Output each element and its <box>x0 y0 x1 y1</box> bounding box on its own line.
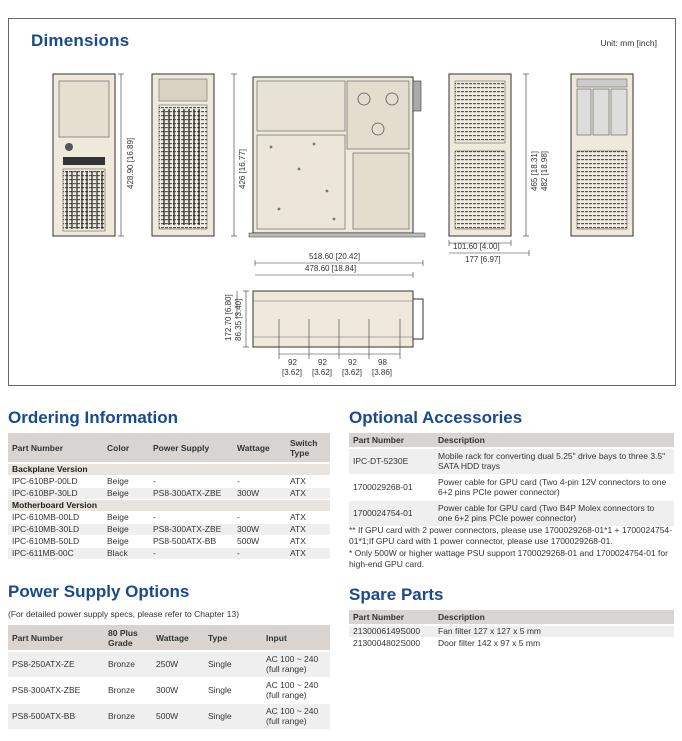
top-width1-label: 518.60 [20.42] <box>309 252 361 261</box>
table-row: 1700029268-01 Power cable for GPU card (Two 4-pin 12V connectors to one 6+2 pins PCIe power connector) <box>349 474 674 500</box>
power-header-part: Part Number <box>8 625 104 651</box>
ordering-header-power: Power Supply <box>149 433 233 463</box>
segment3-in: [3.62] <box>342 368 363 377</box>
accessories-note-1: ** If GPU card with 2 power connectors, please use 1700029268-01*1 + 1700024754-01*1;If GPU card with 1 power connector, please use 1700029268-01. <box>349 525 672 546</box>
table-row: PS8-300ATX-ZBE Bronze 300W Single AC 100 ~ 240 (full range) <box>8 677 330 703</box>
segment1-in: [3.62] <box>282 368 303 377</box>
segment3-mm: 92 <box>348 358 357 367</box>
dimensions-title: Dimensions <box>31 31 130 50</box>
group-label-motherboard: Motherboard Version <box>8 499 330 511</box>
power-header-type: Type <box>204 625 262 651</box>
power-title: Power Supply Options <box>8 582 190 601</box>
accessories-header-part: Part Number <box>349 433 434 448</box>
spare-table <box>349 610 674 650</box>
power-note: (For detailed power supply specs, please refer to Chapter 13) <box>8 609 240 619</box>
table-row: PS8-500ATX-BB Bronze 500W Single AC 100 ~ 240 (full range) <box>8 703 330 729</box>
spare-header-part: Part Number <box>349 610 434 625</box>
accessories-title: Optional Accessories <box>349 408 523 427</box>
power-header-input: Input <box>262 625 330 651</box>
table-row: IPC-610BP-00LD Beige - - ATX <box>8 475 330 487</box>
accessories-note-2: * Only 500W or higher wattage PSU support 1700029268-01 and 1700024754-01 for high-end GPU card. <box>349 548 668 569</box>
side-height-label: 426 [16.77] <box>238 148 247 189</box>
top-view <box>237 260 423 359</box>
front-view <box>53 74 124 236</box>
spare-title: Spare Parts <box>349 585 444 604</box>
ordering-header-part: Part Number <box>8 433 103 463</box>
table-row: PS8-250ATX-ZE Bronze 250W Single AC 100 ~ 240 (full range) <box>8 651 330 677</box>
table-row: 1700024754-01 Power cable for GPU card (Two B4P Molex connectors to one 6+2 pins PCIe power connector) <box>349 500 674 526</box>
table-row: IPC-610MB-30LD Beige PS8-300ATX-ZBE 300W ATX <box>8 523 330 535</box>
segment4-in: [3.86] <box>372 368 393 377</box>
front-height-label: 428.90 [16.89] <box>126 137 135 189</box>
group-label-backplane: Backplane Version <box>8 463 330 475</box>
table-row: IPC-DT-5230E Mobile rack for converting dual 5.25" drive bays to three 3.5" SATA HDD trays <box>349 448 674 474</box>
ordering-header-switch: Switch Type <box>286 433 330 463</box>
table-row: IPC-610MB-00LD Beige - - ATX <box>8 511 330 523</box>
table-row: 2130006149S000 Fan filter 127 x 127 x 5 mm <box>349 625 674 637</box>
segment2-mm: 92 <box>318 358 327 367</box>
table-row: IPC-610MB-50LD Beige PS8-500ATX-BB 500W ATX <box>8 535 330 547</box>
dimensions-panel <box>8 18 676 386</box>
table-row: IPC-610BP-30LD Beige PS8-300ATX-ZBE 300W ATX <box>8 487 330 499</box>
segment4-mm: 98 <box>378 358 387 367</box>
ordering-table <box>8 433 330 560</box>
accessories-table <box>349 433 674 527</box>
dimensions-drawing <box>9 19 677 387</box>
segment2-in: [3.62] <box>312 368 333 377</box>
ordering-header-wattage: Wattage <box>233 433 286 463</box>
power-header-wattage: Wattage <box>152 625 204 651</box>
front-panel-view <box>449 74 529 256</box>
top-height1-label: 172.70 [6.80] <box>224 294 233 341</box>
segment1-mm: 92 <box>288 358 297 367</box>
unit-label: Unit: mm [inch] <box>600 38 657 48</box>
top-width2-label: 478.60 [18.84] <box>305 264 357 273</box>
top-height2-label: 86.35 [3.40] <box>234 298 243 341</box>
table-row: IPC-611MB-00C Black - - ATX <box>8 547 330 559</box>
power-header-grade: 80 Plus Grade <box>104 625 152 651</box>
table-row: 2130004802S000 Door filter 142 x 97 x 5 mm <box>349 637 674 649</box>
ordering-header-color: Color <box>103 433 149 463</box>
ordering-title: Ordering Information <box>8 408 178 427</box>
side-view <box>249 77 425 237</box>
power-table <box>8 625 330 730</box>
rear-width2-label: 177 [6.97] <box>465 255 501 264</box>
drive-bay-view <box>571 74 633 236</box>
rear-height2-label: 482 [18.98] <box>540 150 549 191</box>
rear-view <box>152 74 237 236</box>
accessories-header-desc: Description <box>434 433 674 448</box>
rear-width1-label: 101.60 [4.00] <box>453 242 500 251</box>
rear-height1-label: 465 [18.31] <box>530 150 539 191</box>
spare-header-desc: Description <box>434 610 674 625</box>
